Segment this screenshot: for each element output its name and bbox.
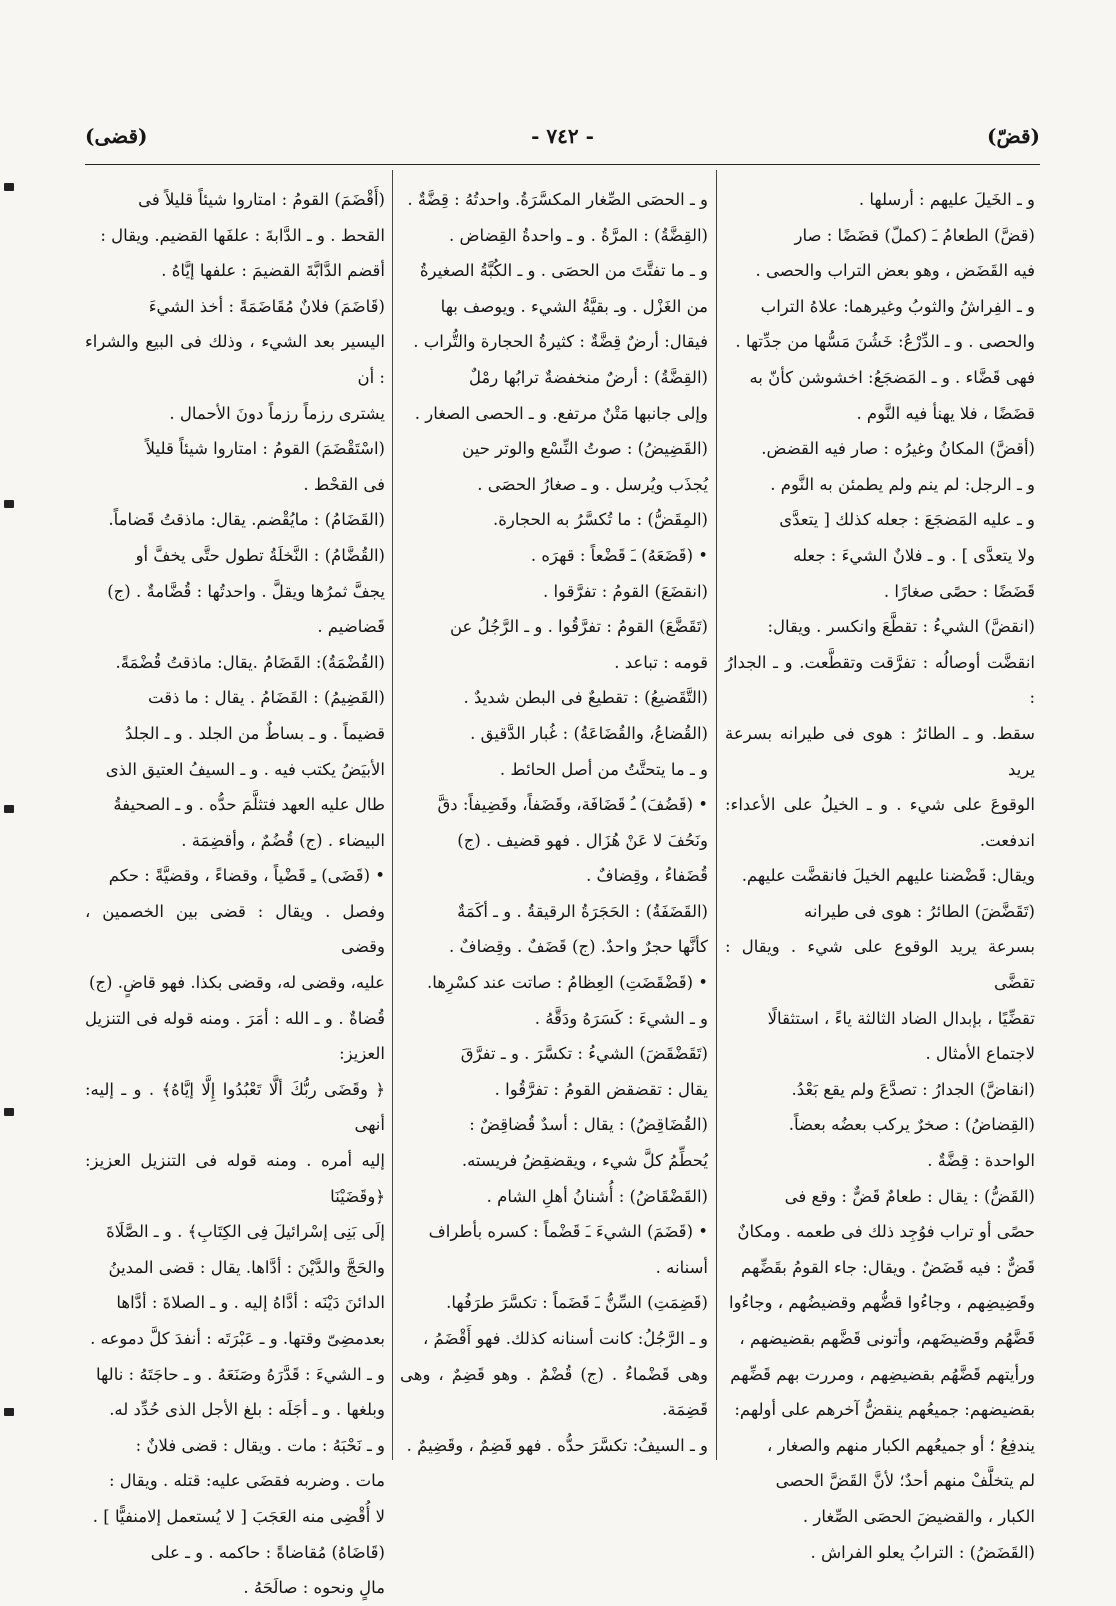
entry-line: فيه القَضَض ، وهو بعض التراب والحصى . — [755, 261, 1035, 281]
entry-line: الدائنَ دَيْنَه : أدَّاهُ إليه . و ـ الصلاةَ : أدَّاها — [116, 1293, 385, 1313]
entry-line: (التَّقَضيعُ) : تقطيعٌ فى البطن شديدٌ . — [463, 688, 708, 708]
entry-line: يُجذَب ويُرسل . و ـ صغارُ الحصَى . — [477, 474, 708, 494]
entry-line: (القُضْمَةُ): القَضَامُ .يقال: ماذقتُ قُضْمَةً. — [115, 652, 385, 672]
entry-line: وهى قَضْماءُ . (ج) قُضْمٌ . وهو قَضِمٌ ، وهى قَضِمَة. — [400, 1364, 708, 1420]
entry-line: (انقضَعَ) القومُ : تفرَّقوا . — [542, 581, 708, 601]
entry-line: (تَقَضَّعَ) القومُ : تفرَّقُوا . و ـ الرَّجُلُ عن — [449, 617, 708, 637]
entry-line: ورأيتهم قَضَّهُم بقضيضِهم ، ومررت بهم قَضِّهم — [730, 1364, 1035, 1384]
entry-line: (القَضَفَةُ) : الحَجَرَةُ الرقيقةُ . و ـ أكَمَةٌ — [457, 901, 708, 921]
entry-line: قَضاضيم . — [317, 617, 385, 637]
entry-line: (القَضِيضُ) : صوتُ النِّسْع والوتر حين — [462, 439, 708, 459]
column-divider — [392, 170, 393, 1460]
entry-line: و ـ الرَّجُلُ: كانت أسنانه كذلك. فهو أَقْضَمُ ، — [422, 1329, 708, 1348]
entry-line: ويقال: قَضْضنا عليهم الخيلَ فانقضَّت عليهم. — [741, 866, 1035, 886]
entry-line: بعدمضِىّ وقتها. و ـ عَبْرَتَه : أنفدَ كلَّ دموعه . — [90, 1329, 385, 1348]
entry-line: و ـ نَحْبَهُ : مات . ويقال : قضى فلانٌ : — [135, 1435, 385, 1455]
entry-line: بسرعة يريد الوقوع على شيء . ويقال : تقضَّى — [725, 937, 1035, 993]
margin-mark — [4, 805, 14, 813]
entry-line: الواحدة : قِضَّةٌ . — [927, 1151, 1035, 1171]
margin-mark — [4, 500, 14, 508]
entry-line: من الغَزْل . وـ بقيَّةُ الشيء . ويوصف بها — [440, 296, 708, 316]
entry-line: و ـ الخَيلَ عليهم : أرسلها . — [858, 190, 1035, 209]
entry-line: قومه : تباعد . — [614, 652, 708, 672]
entry-line: يُحطِّمُ كلَّ شيء ، ويقضقِضُ فريسته. — [461, 1151, 708, 1171]
entry-line: (انقاضَّ) الجدارُ : تصدَّعَ ولم يقع بَعْدُ. — [791, 1079, 1035, 1099]
margin-mark — [4, 183, 14, 191]
entry-line: بقضيضهم: جميعُهم ينقضُّ آخرهم على أولهم: — [734, 1400, 1035, 1420]
entry-line: حصًى أو تراب فوُجِد ذلك فى طعمه . ومكانٌ — [737, 1222, 1035, 1242]
entry-line: وقَضِيضِهم ، وجاءُوا قضُّهم وقضيضُهم ، وجاءُوا — [729, 1293, 1035, 1313]
entry-line: • (قَضُفَ) ـُ قَضَافَة، وقَضَفاً، وقَضِيفاً: دقَّ — [437, 795, 708, 815]
entry-line: (قَضِمَتِ) السِّنُّ ـَ قَضَماً : تكسَّرَ طرَفُها. — [446, 1293, 708, 1313]
entry-line: قَضٌّ : فيه قَضَضٌ . ويقال: جاء القومُ بقَضِّهم — [741, 1257, 1035, 1277]
entry-line: طال عليه العهد فتثلَّمَ حدُّه . و ـ الصحيفةُ — [113, 795, 385, 815]
margin-mark — [4, 1108, 14, 1116]
margin-mark — [4, 1408, 14, 1416]
entry-line: (القُضَاقِضُ) : يقال : أسدٌ قُضاقِضٌ : — [469, 1115, 708, 1135]
entry-line: قضيماً . و ـ بساطٌ من الجلد . و ـ الجلدُ — [124, 723, 385, 743]
entry-line: • (قَضْقَضَتِ) العِظامُ : صاتت عند كسْرِها. — [426, 973, 708, 993]
entry-line: (القُضاعُ، والقُضَاعَةُ) : غُبار الدَّقيق . — [470, 723, 708, 743]
entry-line: عليه، وقضى له، وقضى بكذا. فهو قاضٍ. (ج) — [88, 973, 385, 993]
entry-line: (القَضُّ) : يقال : طعامٌ قَضٌّ : وقع فى — [784, 1186, 1035, 1206]
entry-line: انقضَّت أوصالُه : تفرَّقت وتقطَّعت. و ـ الجدارُ : — [725, 652, 1035, 708]
entry-line: إلَى بَنِى إسْرائيلَ فِى الكِتَابِ﴾ . و ـ الصَّلَاةَ — [106, 1222, 385, 1242]
entry-line: (المِقَضُّ) : ما تُكسَّرُ به الحجارة. — [493, 510, 708, 530]
entry-line: (تَقَضَّضَ) الطائرُ : هوى فى طيرانه — [803, 901, 1035, 921]
entry-line: و ـ الشيءَ : قَدَّرَهُ وصَنَعَهُ . و ـ حاجَتَهُ : نالها — [96, 1364, 385, 1384]
entry-line: وإلى جانبها مَتْنٌ مرتفع. و ـ الحصى الصغار . — [414, 403, 708, 423]
header-rule — [85, 164, 1040, 165]
entry-line: (انقضَّ) الشيءُ : تقطَّعَ وانكسر . ويقال: — [767, 617, 1035, 637]
page-number: - ٧٤٢ - — [531, 124, 594, 148]
entry-line: و ـ الحصَى الصِّغار المكسَّرَةُ. واحدتُهُ : قِضَّةٌ . — [407, 190, 708, 209]
entry-line: و ـ عليه المَضجَعَ : جعله كذلك [ يتعدَّى — [779, 510, 1035, 530]
entry-line: (تَقَضْقَضَ) الشيءُ : تكسَّرَ . و ـ تفرَّقَ — [460, 1044, 708, 1064]
entry-line: (اسْتَقْضَمَ) القومُ : امتاروا شيئاً قليلاً — [145, 439, 385, 459]
entry-line: • (قَضَعَهُ) ـَ قَضْعاً : قهرَه . — [530, 545, 708, 565]
entry-line: الكبار ، والقضيضَ الحصَى الصِّغار . — [802, 1506, 1035, 1526]
entry-line: لاجتماع الأمثال . — [925, 1044, 1035, 1064]
entry-line: مات . وضربه فقضَى عليه: قتله . ويقال : — [108, 1471, 385, 1491]
entry-line: يشترى رزماً رزماً دونَ الأحمال . — [169, 403, 385, 423]
entry-line: فى القحْط . — [303, 474, 385, 494]
entry-line: فهى قَضَّاء . و ـ المَضجَعُ: اخشوشن كأنّ به — [749, 367, 1035, 387]
page-header — [85, 118, 1040, 158]
entry-line: إليه أمره . ومنه قوله فى التنزيل العزيز: ﴿وقَضَيْنَا — [85, 1151, 385, 1206]
entry-line: قَضَضًا : حصًى صغارًا . — [883, 581, 1035, 601]
entry-line: يندفِعُ ؛ أو جميعُهم الكبار منهم والصغار ، — [767, 1435, 1035, 1455]
entry-line: وبلغها . و ـ أجَلَه : بلغ الأجل الذى حُدِّد له. — [109, 1400, 385, 1420]
entry-line: و ـ الشيءَ : كَسَرَهُ ودَقَّهُ . — [534, 1008, 708, 1028]
entry-line: قَضَّهُم وقَضيضَهم، وأتونى قَضَّهم بقضيضهم ، — [739, 1329, 1035, 1348]
entry-line: الوقوعَ على شيء . و ـ الخيلُ على الأعداء: اندفعت. — [725, 795, 1035, 850]
entry-line: (القَضْقَاضُ) : أُشنانُ أهلِ الشام . — [486, 1186, 708, 1206]
entry-line: و ـ ما يتحتَّتُ من أصل الحائط . — [499, 759, 708, 779]
entry-line: (القَضَامُ) : مايُقْضم. يقال: ماذقتُ قَضاماً. — [108, 510, 385, 530]
entry-line: ولا يتعدَّى ] . و ـ فلانٌ الشيءَ : جعله — [793, 545, 1035, 565]
entry-line: والحصى . و ـ الدِّرْعُ: خَشُنَ مَسُّها من جدِّتها . — [735, 332, 1035, 352]
entry-line: القحط . و ـ الدَّابةَ : علفَها القضيم. ويقال : — [100, 225, 385, 245]
entry-line: و ـ ما تفتَّتَ من الحصَى . و ـ الكُبَّةُ الصغيرةُ — [419, 261, 708, 281]
entry-line: وفصل . ويقال : قضى بين الخصمين ، وقضى — [85, 901, 385, 957]
entry-line: تقضِّيًا ، بإبدال الضاد الثالثة ياءً ، استثقالًا — [767, 1008, 1035, 1028]
entry-line: سقط. و ـ الطائرُ : هوى فى طيرانه بسرعة يريد — [725, 723, 1035, 779]
entry-line: مالٍ ونحوه : صالَحَهُ . — [243, 1578, 385, 1598]
entry-line: لم يتخلَّفْ منهم أحدٌ؛ لأنَّ القَضَّ الحصى — [775, 1471, 1035, 1491]
entry-line: كأنَّها حجرٌ واحدٌ. (ج) قَضَفٌ . وقِضافٌ . — [448, 937, 708, 957]
entry-line: قُضاةٌ . و ـ الله : أمَرَ . ومنه قوله فى التنزيل العزيز: — [85, 1008, 385, 1064]
entry-line: و ـ الرجل: لم ينم ولم يطمئن به النَّوم . — [770, 474, 1035, 494]
entry-line: • (قَضَى) ـِ قَضْياً ، وقضاءً ، وقضيَّةً : حكم — [108, 866, 385, 886]
entry-line: (القِضاضُ) : صخرٌ يركب بعضُه بعضاً. — [788, 1115, 1035, 1135]
entry-line: الأبيَضُ يكتب فيه . و ـ السيفُ العتيق الذى — [105, 759, 385, 779]
column-middle — [400, 182, 708, 1472]
entry-line: أسنانه . — [655, 1257, 708, 1277]
entry-line: قُضَفاءُ ، وقِضافٌ . — [586, 866, 708, 886]
entry-line: ونَحُفَ لا عَنْ هُزَال . فهو قضيف . (ج) — [457, 830, 708, 850]
header-right-keyword: (قضّ) — [987, 124, 1040, 148]
entry-line: قضَضًا ، فلا يهنأ فيه النَّوم . — [856, 403, 1035, 423]
entry-line: ﴿ وقَضَى ربُّكَ ألَّا تَعْبُدُوا إِلَّا إيَّاهُ﴾ . و ـ إليه: أنهى — [85, 1079, 385, 1135]
entry-line: (قَاضَمَ) فلانٌ مُقَاضَمَةً : أخذ الشيءَ — [148, 296, 385, 316]
entry-line: يقال : تقضقض القومُ : تفرَّقُوا . — [494, 1079, 708, 1099]
entry-line: و ـ السيفُ: تكسَّرَ حدُّه . فهو قَضِمٌ ، وقَضِيمٌ . — [406, 1435, 708, 1455]
entry-line: (القُضَّامُ) : النَّخلَةُ تطول حتَّى يخفَّ أو — [135, 545, 385, 565]
entry-line: • (قَضَمَ) الشيءَ ـَ قَضْماً : كسره بأطراف — [428, 1222, 708, 1242]
entry-line: يجفَّ ثمرُها ويقلَّ . واحدتُها : قُضَّامةٌ . (ج) — [107, 581, 385, 601]
column-left — [85, 182, 385, 1598]
entry-line: (قضَّ) الطعامُ ـَ (كملّ) قضَضًا : صار — [794, 225, 1035, 245]
entry-line: فيقال: أرضٌ قِضَّةٌ : كثيرةُ الحجارة والتُّراب . — [413, 332, 708, 352]
entry-line: (القَضَضُ) : الترابُ يعلو الفراش . — [810, 1542, 1035, 1562]
entry-line: اليسير بعد الشيء ، وذلك فى البيع والشراء : أن — [85, 332, 385, 387]
column-right — [725, 182, 1035, 1562]
entry-line: (القَضِيمُ) : القَضَامُ . يقال : ما ذقت — [148, 688, 385, 708]
entry-line: و ـ الفِراشُ والثوبُ وغيرهما: علاهُ التراب — [760, 296, 1035, 316]
entry-line: لا أُقْضِى منه العَجَبَ [ لا يُستعمل إلامنفيًّا ] . — [92, 1506, 385, 1526]
entry-line: والحَجَّ والدَّيْنَ : أدَّاها. يقال : قضى المدينُ — [108, 1257, 385, 1277]
header-left-keyword: (قضى) — [85, 124, 148, 148]
column-divider — [716, 170, 717, 1460]
entry-line: (أقضَّ) المكانُ وغيرُه : صار فيه القضض. — [761, 439, 1035, 459]
entry-line: البيضاء . (ج) قُضُمٌ ، وأقضِمَة . — [181, 830, 385, 850]
entry-line: (القِضَّةُ) : المرَّةُ . و ـ واحدةُ القِضاض . — [449, 225, 708, 245]
entry-line: (القِضَّةُ) : أرضٌ منخفضةٌ ترابُها رمْلٌ — [468, 367, 708, 387]
entry-line: (قَاضَاهُ) مُقاضاةً : حاكمه . و ـ على — [150, 1542, 385, 1562]
entry-line: (أَقْضَمَ) القومُ : امتاروا شيئاً قليلاً فى — [138, 190, 385, 209]
entry-line: أقضم الدَّابَّةَ القضيمَ : علفها إيَّاهُ . — [161, 261, 385, 281]
